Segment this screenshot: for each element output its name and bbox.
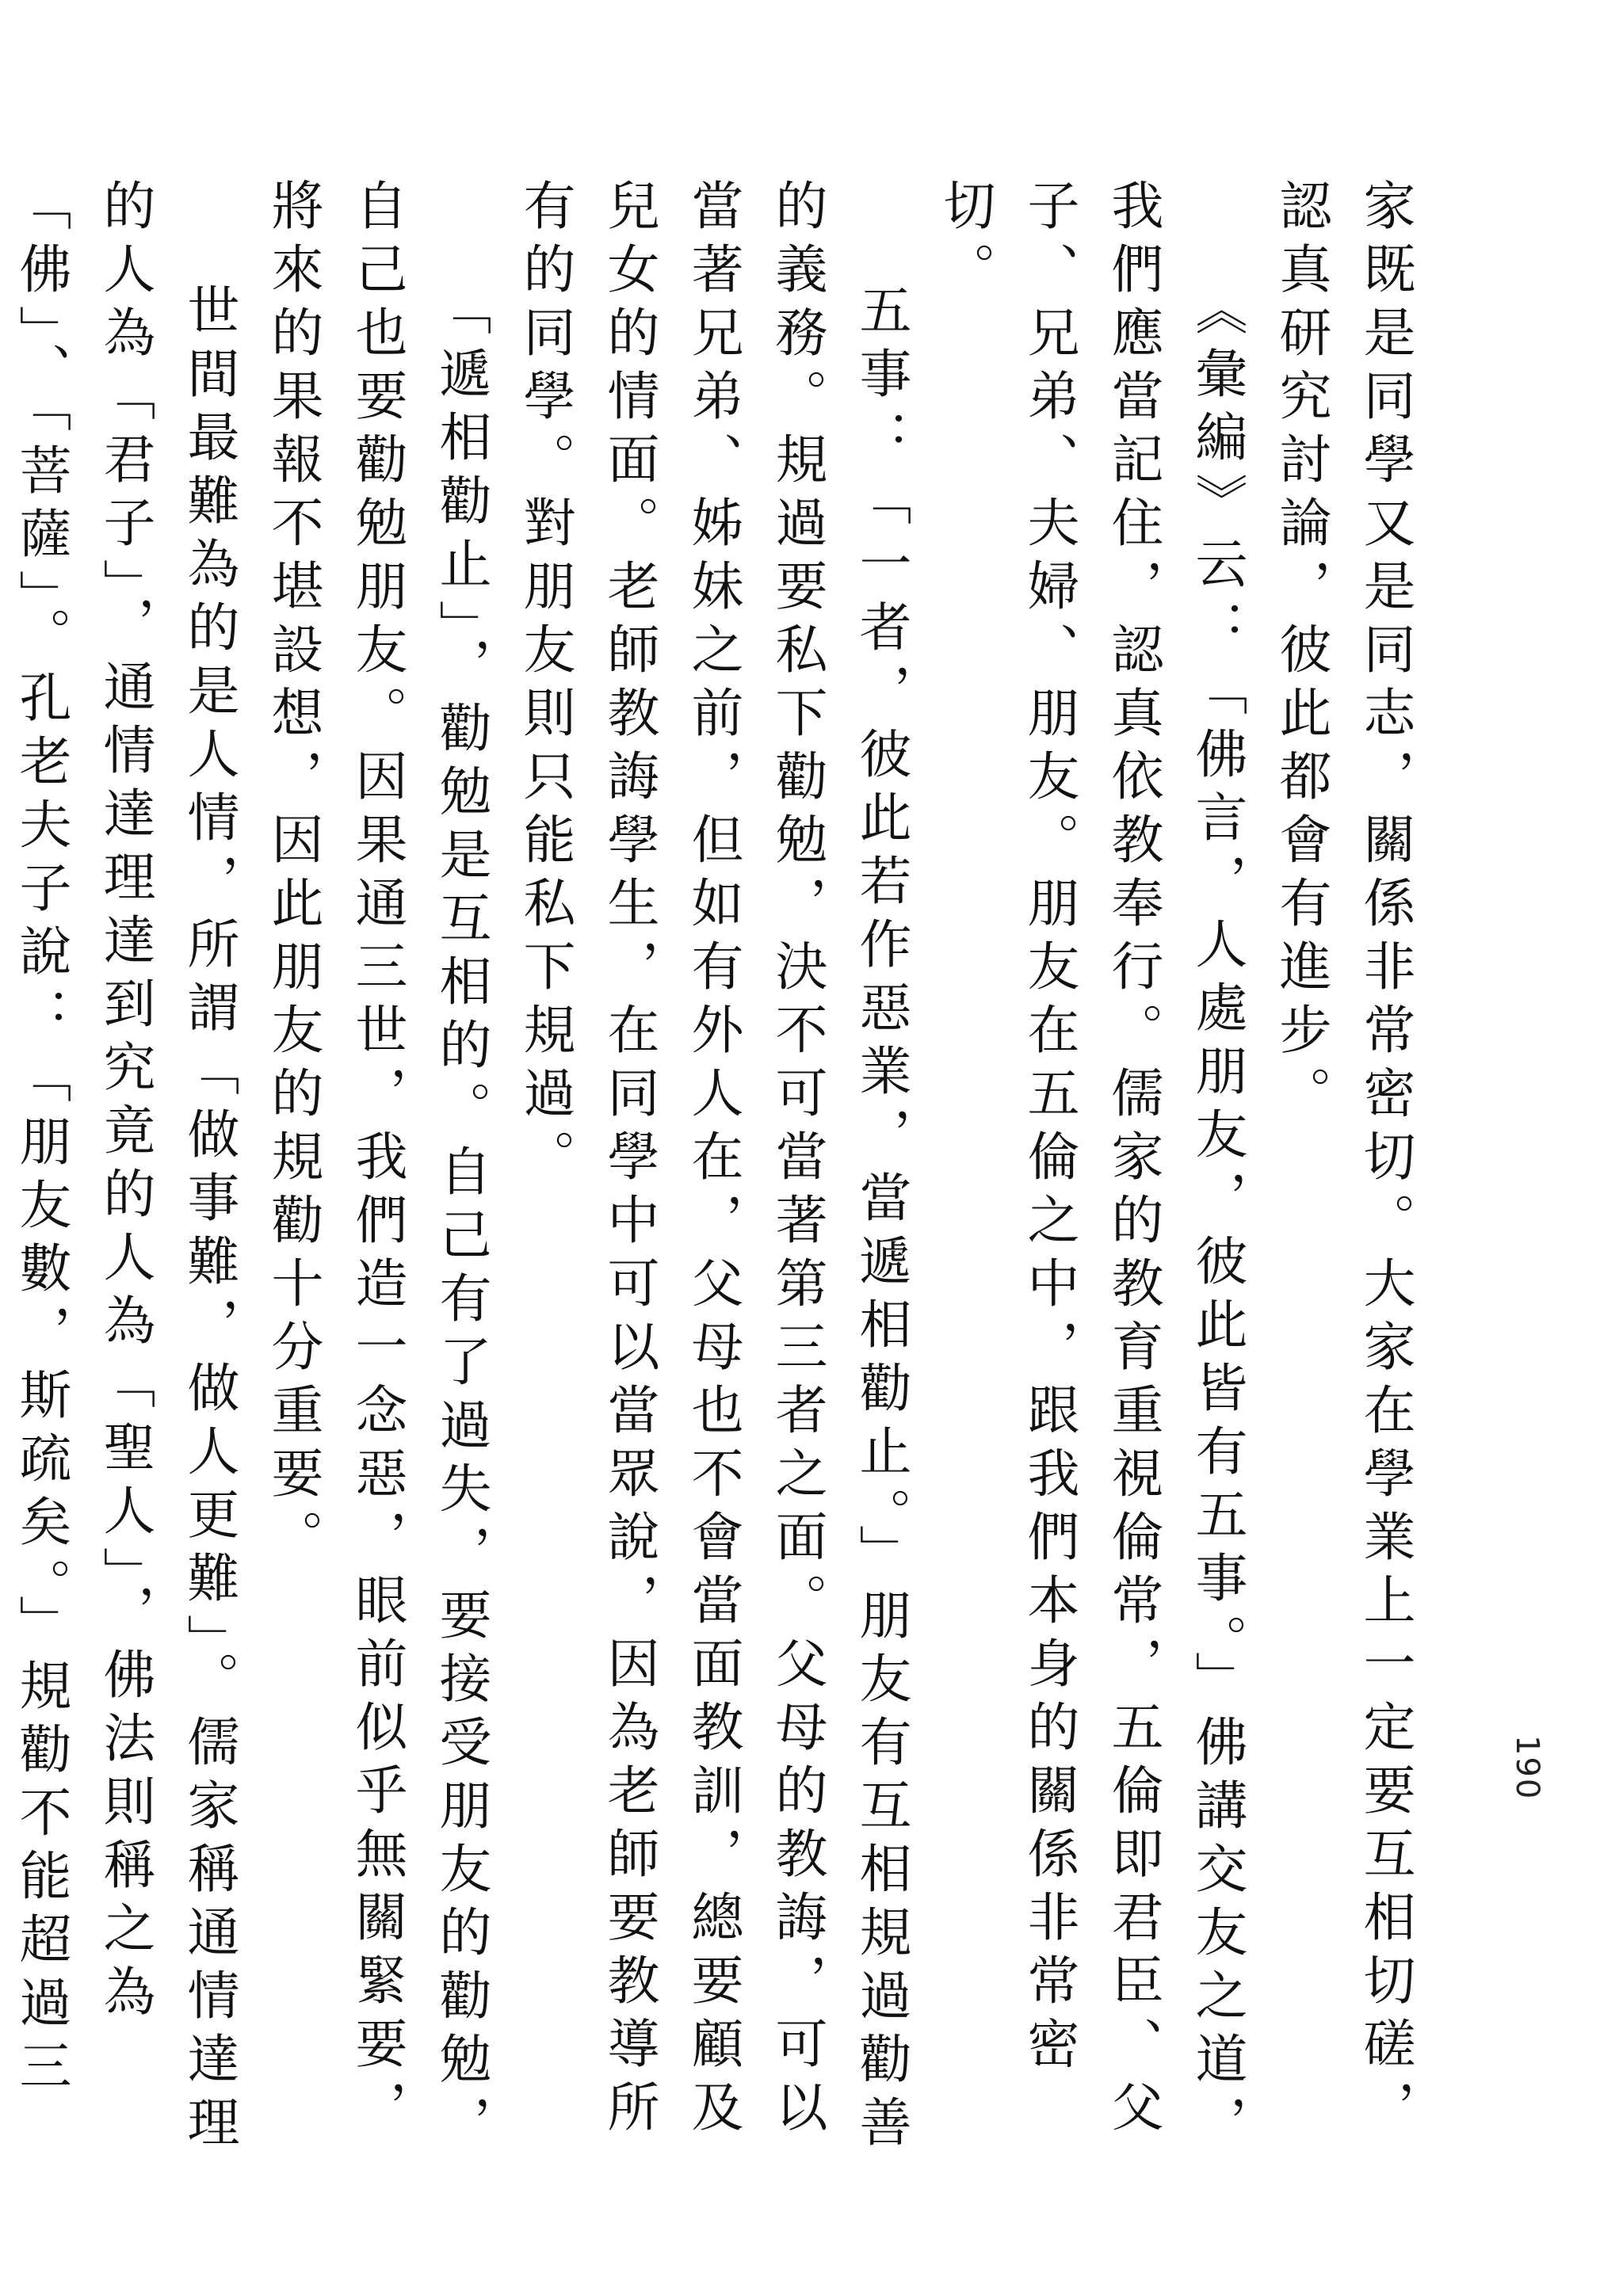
body-text (10, 178, 1426, 2175)
paragraph-5: 世間最難為的是人情，所謂「做事難，做人更難」。儒家稱通情達理的人為「君子」，通情達理達到究竟的人為「聖人」，佛法則稱之為「佛」、「菩薩」。孔老夫子說：「朋友數，斯疏矣。」規勸不能超過三 (10, 178, 239, 2158)
page-number: 190 (1509, 1735, 1545, 1801)
paragraph-4: 「遞相勸止」，勸勉是互相的。自己有了過失，要接受朋友的勸勉，自己也要勸勉朋友。因果通三世，我們造一念惡，眼前似乎無關緊要，將來的果報不堪設想，因此朋友的規勸十分重要。 (262, 178, 491, 2158)
paragraph-2: 《彙編》云：「佛言，人處朋友，彼此皆有五事。」佛講交友之道，我們應當記住，認真依教奉行。儒家的教育重視倫常，五倫即君臣、父子、兄弟、夫婦、朋友。朋友在五倫之中，跟我們本身的關係非常密切。 (934, 178, 1247, 2158)
paragraph-1: 家既是同學又是同志，關係非常密切。大家在學業上一定要互相切磋，認真研究討論，彼此都會有進步。 (1270, 178, 1415, 2143)
paragraph-3: 五事：「一者，彼此若作惡業，當遞相勸止。」朋友有互相規過勸善的義務。規過要私下勸勉，決不可當著第三者之面。父母的教誨，可以當著兄弟、姊妹之前，但如有外人在，父母也不會當面教訓，總要顧及兒女的情面。老師教誨學生，在同學中可以當眾說，因為老師要教導所有的同學。對朋友則只能私下規過。 (514, 178, 911, 2158)
